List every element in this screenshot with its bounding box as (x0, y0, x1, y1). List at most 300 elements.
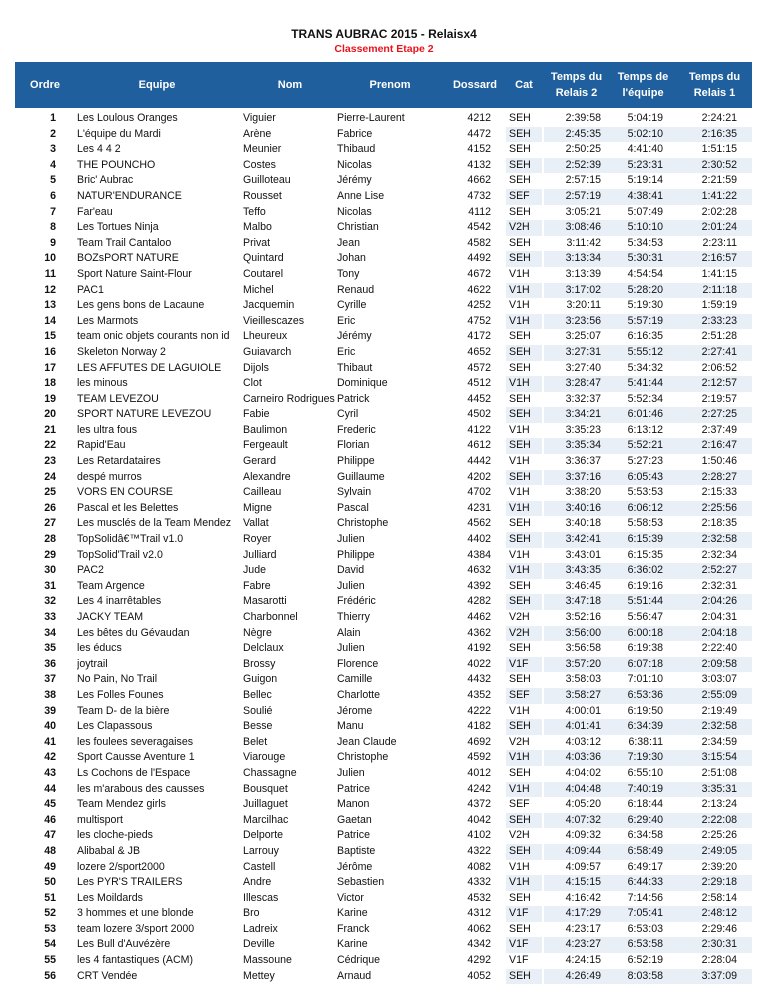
cell-dossard: 4542 (467, 221, 491, 234)
cell-temps-relais-2: 4:24:15 (565, 954, 601, 967)
cell-nom: Guilloteau (243, 174, 291, 187)
cell-dossard: 4312 (467, 907, 491, 920)
cell-temps-relais-2: 3:25:07 (565, 330, 601, 343)
table-row (15, 813, 752, 829)
cell-equipe: SPORT NATURE LEVEZOU (77, 408, 212, 421)
cell-temps-relais-2: 3:23:56 (565, 314, 601, 327)
cell-ordre: 1 (50, 112, 56, 124)
cell-cat: SEH (509, 595, 531, 608)
cell-cat: V2H (509, 735, 530, 748)
cell-temps-equipe: 5:51:44 (627, 595, 663, 608)
cell-prenom: Arnaud (337, 969, 372, 982)
cell-temps-relais-1: 2:32:31 (701, 579, 737, 592)
cell-equipe: Les musclés de la Team Mendez (77, 517, 232, 530)
cell-cat: SEH (509, 408, 531, 421)
cell-temps-relais-1: 2:32:58 (701, 720, 737, 733)
table-row (15, 516, 752, 532)
table-row (15, 485, 752, 501)
cell-cat: SEH (509, 813, 531, 826)
cell-temps-equipe: 5:04:19 (627, 112, 663, 124)
table-row (15, 142, 752, 158)
cell-temps-relais-2: 3:08:46 (565, 221, 601, 234)
cell-temps-equipe: 5:55:12 (627, 345, 663, 358)
cell-nom: Delclaux (243, 642, 284, 655)
cell-cat: SEH (509, 345, 531, 358)
cell-temps-relais-1: 3:35:31 (701, 782, 737, 795)
cell-temps-equipe: 5:27:23 (627, 455, 663, 468)
cell-temps-relais-2: 4:04:02 (565, 766, 601, 779)
cell-prenom: Patrick (337, 392, 370, 405)
cell-prenom: Gaetan (337, 813, 372, 826)
cell-prenom: Pascal (337, 501, 369, 514)
cell-temps-relais-2: 3:43:01 (565, 548, 601, 561)
cell-nom: Costes (243, 158, 276, 171)
cell-dossard: 4612 (467, 439, 491, 452)
table-row (15, 969, 752, 985)
cell-ordre: 53 (44, 922, 56, 935)
header-temps-equipe-line1: Temps de (617, 71, 669, 83)
table-header (15, 62, 752, 108)
cell-cat: V2H (509, 221, 530, 234)
cell-cat: V1H (509, 564, 530, 577)
cell-cat: SEH (509, 252, 531, 265)
cell-prenom: Sebastien (337, 876, 385, 889)
results-table-body (15, 111, 752, 984)
cell-temps-relais-1: 2:52:27 (701, 564, 737, 577)
cell-cat: V1H (509, 860, 530, 873)
cell-ordre: 46 (44, 813, 56, 826)
cell-prenom: David (337, 564, 365, 577)
cell-temps-relais-2: 3:11:42 (566, 236, 601, 249)
cell-equipe: PAC1 (77, 283, 104, 296)
cell-prenom: Alain (337, 626, 361, 639)
cell-equipe: joytrail (77, 657, 108, 670)
cell-temps-equipe: 6:06:12 (627, 501, 663, 514)
cell-temps-relais-2: 2:45:35 (565, 127, 601, 140)
cell-prenom: Frederic (337, 423, 376, 436)
cell-equipe: L'équipe du Mardi (77, 127, 161, 140)
table-row (15, 875, 752, 891)
cell-temps-relais-2: 4:09:32 (565, 829, 601, 842)
cell-ordre: 33 (44, 611, 56, 623)
cell-temps-relais-1: 2:02:28 (701, 205, 737, 218)
cell-temps-equipe: 6:01:46 (627, 408, 663, 421)
cell-cat: SEF (509, 798, 530, 811)
cell-dossard: 4352 (467, 688, 491, 701)
cell-temps-relais-2: 2:57:19 (565, 189, 601, 202)
cell-nom: Migne (243, 501, 272, 514)
cell-temps-relais-1: 2:27:25 (701, 408, 737, 421)
cell-temps-relais-1: 2:37:49 (701, 423, 737, 436)
cell-prenom: Julien (337, 533, 365, 546)
cell-dossard: 4702 (467, 486, 491, 499)
cell-temps-equipe: 5:02:10 (627, 127, 663, 140)
cell-ordre: 20 (44, 408, 56, 421)
cell-temps-relais-2: 3:40:16 (565, 501, 601, 514)
cell-nom: Coutarel (243, 267, 284, 280)
cell-dossard: 4012 (467, 766, 491, 779)
cell-temps-relais-1: 1:59:19 (701, 299, 737, 312)
cell-ordre: 50 (44, 876, 56, 889)
header-temps-relais-2-line1: Temps du (550, 71, 603, 83)
table-row (15, 345, 752, 361)
cell-nom: Fergeault (243, 439, 288, 452)
cell-temps-equipe: 6:15:39 (627, 533, 663, 546)
cell-ordre: 35 (44, 642, 56, 655)
cell-equipe: 3 hommes et une blonde (77, 907, 194, 920)
cell-equipe: LES AFFUTES DE LAGUIOLE (77, 361, 222, 374)
cell-temps-equipe: 6:53:58 (627, 938, 663, 951)
cell-nom: Michel (243, 283, 274, 296)
cell-temps-relais-1: 2:16:57 (701, 252, 737, 265)
cell-dossard: 4231 (467, 501, 491, 514)
cell-cat: V1H (509, 501, 530, 514)
cell-dossard: 4632 (467, 564, 491, 577)
cell-temps-relais-1: 3:37:09 (701, 969, 737, 982)
cell-ordre: 2 (50, 127, 56, 140)
cell-dossard: 4152 (467, 143, 491, 156)
cell-dossard: 4172 (467, 330, 491, 343)
cell-temps-equipe: 6:16:35 (627, 330, 663, 343)
cell-cat: V1H (509, 314, 530, 327)
cell-temps-equipe: 6:58:49 (627, 844, 663, 857)
cell-ordre: 47 (44, 829, 56, 842)
cell-temps-equipe: 5:28:20 (627, 283, 663, 296)
cell-temps-relais-2: 3:58:27 (565, 688, 601, 701)
table-row (15, 906, 752, 922)
cell-temps-relais-1: 1:41:22 (701, 189, 737, 202)
cell-temps-relais-1: 2:28:27 (701, 470, 737, 483)
cell-temps-equipe: 7:14:56 (627, 891, 663, 904)
cell-prenom: Karine (337, 907, 368, 920)
table-row (15, 127, 752, 143)
cell-prenom: Julien (337, 579, 365, 592)
cell-dossard: 4292 (467, 954, 491, 967)
cell-temps-relais-1: 1:51:15 (701, 143, 737, 156)
cell-dossard: 4122 (467, 423, 491, 436)
cell-temps-equipe: 6:55:10 (627, 766, 663, 779)
table-row (15, 766, 752, 782)
cell-prenom: Philippe (337, 455, 375, 468)
cell-nom: Massoune (243, 954, 292, 967)
cell-cat: SEH (509, 158, 531, 171)
cell-nom: Larrouy (243, 844, 279, 857)
cell-cat: SEH (509, 673, 531, 686)
cell-cat: V1F (509, 907, 529, 920)
cell-temps-relais-2: 2:39:58 (565, 112, 601, 124)
cell-nom: Nègre (243, 626, 272, 639)
cell-temps-equipe: 6:19:38 (627, 642, 663, 655)
cell-temps-equipe: 5:52:34 (627, 392, 663, 405)
cell-ordre: 26 (44, 501, 56, 514)
cell-dossard: 4252 (467, 299, 491, 312)
cell-temps-relais-2: 4:05:20 (565, 798, 601, 811)
cell-dossard: 4102 (467, 829, 491, 842)
cell-temps-relais-1: 2:22:08 (701, 813, 737, 826)
cell-temps-equipe: 5:19:30 (627, 299, 663, 312)
cell-cat: SEH (509, 922, 531, 935)
cell-prenom: Thibaut (337, 361, 373, 374)
cell-cat: SEH (509, 127, 531, 140)
cell-ordre: 9 (50, 236, 56, 249)
cell-ordre: 32 (44, 595, 56, 608)
cell-cat: V1H (509, 455, 530, 468)
cell-temps-relais-1: 2:24:21 (701, 112, 737, 124)
cell-nom: Quintard (243, 252, 284, 265)
cell-dossard: 4732 (467, 189, 491, 202)
cell-temps-relais-2: 4:17:29 (565, 907, 601, 920)
cell-temps-relais-2: 3:52:16 (565, 611, 601, 623)
cell-prenom: Jean (337, 236, 360, 249)
cell-equipe: team lozere 3/sport 2000 (77, 922, 195, 935)
cell-temps-relais-2: 3:27:31 (565, 345, 601, 358)
cell-temps-relais-1: 2:09:58 (701, 657, 737, 670)
table-row (15, 579, 752, 595)
cell-ordre: 7 (50, 205, 56, 218)
cell-prenom: Philippe (337, 548, 375, 561)
cell-temps-equipe: 6:05:43 (627, 470, 663, 483)
cell-nom: Rousset (243, 189, 282, 202)
cell-temps-relais-1: 2:32:34 (701, 548, 737, 561)
cell-temps-relais-2: 2:57:15 (565, 174, 601, 187)
cell-temps-relais-2: 3:05:21 (565, 205, 601, 218)
cell-temps-relais-2: 4:01:41 (565, 720, 601, 733)
cell-cat: SEH (509, 470, 531, 483)
cell-temps-equipe: 6:38:11 (628, 735, 663, 748)
table-row (15, 782, 752, 798)
cell-temps-equipe: 5:58:53 (627, 517, 663, 530)
cell-equipe: Team D- de la bière (77, 704, 170, 717)
cell-temps-equipe: 6:36:02 (627, 564, 663, 577)
cell-temps-relais-2: 4:23:17 (565, 922, 601, 935)
cell-dossard: 4432 (467, 673, 491, 686)
cell-dossard: 4322 (467, 844, 491, 857)
table-row (15, 298, 752, 314)
cell-equipe: Les Retardataires (77, 455, 161, 468)
cell-prenom: Victor (337, 891, 364, 904)
table-row (15, 891, 752, 907)
cell-nom: Gerard (243, 455, 276, 468)
cell-temps-equipe: 5:53:53 (627, 486, 663, 499)
cell-ordre: 27 (44, 517, 56, 530)
cell-temps-equipe: 6:13:12 (627, 423, 663, 436)
table-row (15, 704, 752, 720)
table-row (15, 376, 752, 392)
cell-cat: SEH (509, 392, 531, 405)
cell-temps-relais-1: 2:16:47 (701, 439, 737, 452)
cell-temps-equipe: 6:18:44 (627, 798, 663, 811)
cell-dossard: 4672 (467, 267, 491, 280)
table-row (15, 470, 752, 486)
cell-temps-equipe: 7:01:10 (627, 673, 663, 686)
cell-ordre: 21 (44, 423, 56, 436)
cell-prenom: Cyrille (337, 299, 367, 312)
cell-nom: Masarotti (243, 595, 287, 608)
cell-temps-relais-1: 2:28:04 (701, 954, 737, 967)
cell-nom: Andre (243, 876, 272, 889)
cell-prenom: Julien (337, 766, 365, 779)
cell-equipe: lozere 2/sport2000 (77, 860, 165, 873)
cell-equipe: TopSolid'Trail v2.0 (77, 548, 163, 561)
cell-cat: SEH (509, 766, 531, 779)
cell-temps-relais-1: 2:48:12 (701, 907, 737, 920)
cell-dossard: 4112 (468, 205, 491, 218)
cell-prenom: Florence (337, 657, 379, 670)
cell-dossard: 4532 (467, 891, 491, 904)
cell-cat: SEH (509, 205, 531, 218)
page-subtitle: Classement Etape 2 (334, 43, 434, 55)
cell-prenom: Renaud (337, 283, 375, 296)
cell-nom: Castell (243, 860, 276, 873)
cell-cat: V1H (509, 486, 530, 499)
cell-temps-equipe: 5:52:21 (627, 439, 663, 452)
cell-ordre: 11 (44, 267, 56, 280)
cell-prenom: Fabrice (337, 127, 373, 140)
cell-temps-relais-2: 3:42:41 (565, 533, 601, 546)
cell-cat: SEH (509, 891, 531, 904)
cell-prenom: Jérémy (337, 174, 372, 187)
cell-dossard: 4492 (467, 252, 491, 265)
cell-prenom: Christophe (337, 751, 389, 764)
cell-equipe: Les Tortues Ninja (77, 221, 159, 234)
cell-cat: V1H (509, 548, 530, 561)
cell-temps-equipe: 5:57:19 (627, 314, 663, 327)
header-temps-relais-2-line2: Relais 2 (555, 87, 598, 99)
cell-temps-relais-1: 2:33:23 (701, 314, 737, 327)
cell-temps-relais-2: 3:58:03 (565, 673, 601, 686)
cell-nom: Jacquemin (243, 299, 295, 312)
cell-temps-relais-1: 2:23:11 (702, 236, 737, 249)
cell-dossard: 4042 (467, 813, 491, 826)
cell-equipe: Sport Nature Saint-Flour (77, 267, 192, 280)
cell-cat: SEH (509, 330, 531, 343)
cell-equipe: les ultra fous (77, 423, 138, 436)
cell-ordre: 52 (44, 907, 56, 920)
cell-nom: Bousquet (243, 782, 288, 795)
cell-ordre: 6 (50, 189, 56, 202)
cell-nom: Meunier (243, 143, 282, 156)
cell-temps-equipe: 6:52:19 (627, 954, 663, 967)
cell-equipe: THE POUNCHO (77, 158, 156, 171)
cell-nom: Brossy (243, 657, 276, 670)
header-temps-equipe (609, 62, 677, 108)
cell-temps-relais-1: 2:01:24 (701, 221, 737, 234)
cell-dossard: 4212 (467, 112, 491, 124)
cell-prenom: Patrice (337, 782, 370, 795)
cell-dossard: 4502 (467, 408, 491, 421)
table-row (15, 407, 752, 423)
cell-nom: Viarouge (243, 751, 286, 764)
cell-dossard: 4402 (467, 533, 491, 546)
cell-temps-relais-1: 2:25:26 (701, 829, 737, 842)
cell-cat: V2H (509, 611, 530, 623)
cell-dossard: 4022 (467, 657, 491, 670)
cell-dossard: 4202 (467, 470, 491, 483)
cell-temps-relais-2: 4:23:27 (565, 938, 601, 951)
cell-temps-relais-1: 3:03:07 (701, 673, 737, 686)
cell-cat: SEH (509, 439, 531, 452)
cell-cat: SEF (509, 688, 530, 701)
cell-temps-relais-2: 4:00:01 (565, 704, 601, 717)
cell-temps-relais-1: 2:25:56 (701, 501, 737, 514)
cell-cat: V1H (509, 423, 530, 436)
cell-nom: Besse (243, 720, 273, 733)
cell-cat: V1H (509, 782, 530, 795)
cell-ordre: 55 (44, 954, 56, 967)
cell-prenom: Cédrique (337, 954, 380, 967)
table-row (15, 501, 752, 517)
table-row (15, 329, 752, 345)
table-row (15, 251, 752, 267)
cell-temps-relais-2: 3:13:39 (565, 267, 601, 280)
cell-cat: V1H (509, 299, 530, 312)
cell-prenom: Christophe (337, 517, 389, 530)
cell-temps-equipe: 5:19:14 (627, 174, 663, 187)
table-row (15, 719, 752, 735)
cell-temps-equipe: 6:07:18 (627, 657, 663, 670)
cell-ordre: 29 (44, 548, 56, 561)
cell-temps-relais-1: 2:27:41 (701, 345, 737, 358)
table-row (15, 314, 752, 330)
cell-dossard: 4282 (467, 595, 491, 608)
cell-temps-equipe: 5:10:10 (627, 221, 663, 234)
cell-temps-relais-2: 4:04:48 (565, 782, 601, 795)
cell-ordre: 5 (50, 174, 56, 187)
cell-nom: Guiavarch (243, 345, 292, 358)
cell-temps-relais-1: 1:50:46 (701, 455, 737, 468)
cell-temps-relais-2: 3:38:20 (565, 486, 601, 499)
cell-dossard: 4562 (467, 517, 491, 530)
cell-dossard: 4582 (467, 236, 491, 249)
cell-prenom: Frédéric (337, 595, 376, 608)
table-row (15, 361, 752, 377)
cell-cat: V1F (509, 938, 529, 951)
cell-temps-equipe: 5:56:47 (627, 611, 663, 623)
cell-ordre: 24 (44, 470, 56, 483)
cell-equipe: Les bêtes du Gévaudan (77, 626, 190, 639)
cell-cat: SEH (509, 361, 531, 374)
cell-dossard: 4342 (467, 938, 491, 951)
cell-temps-relais-1: 2:13:24 (701, 798, 737, 811)
cell-equipe: Ls Cochons de l'Espace (77, 766, 191, 779)
cell-nom: Jude (243, 564, 266, 577)
cell-temps-relais-1: 2:06:52 (701, 361, 737, 374)
table-row (15, 423, 752, 439)
cell-equipe: Les 4 inarrêtables (77, 595, 162, 608)
cell-temps-relais-1: 2:11:18 (702, 283, 737, 296)
cell-prenom: Sylvain (337, 486, 372, 499)
cell-temps-relais-1: 2:58:14 (701, 891, 737, 904)
table-row (15, 438, 752, 454)
cell-temps-equipe: 6:53:36 (627, 688, 663, 701)
cell-dossard: 4462 (467, 611, 491, 623)
cell-ordre: 34 (44, 626, 56, 639)
cell-equipe: Far'eau (77, 205, 113, 218)
table-row (15, 236, 752, 252)
cell-temps-equipe: 5:30:31 (627, 252, 663, 265)
table-row (15, 657, 752, 673)
cell-prenom: Tony (337, 267, 360, 280)
cell-equipe: Les Loulous Oranges (77, 112, 178, 124)
cell-ordre: 4 (50, 158, 56, 171)
cell-equipe: despé murros (77, 470, 142, 483)
cell-dossard: 4222 (467, 704, 491, 717)
cell-nom: Cailleau (243, 486, 282, 499)
table-row (15, 220, 752, 236)
cell-temps-relais-2: 3:37:16 (565, 470, 601, 483)
cell-temps-relais-2: 4:26:49 (565, 969, 601, 982)
cell-equipe: Les Marmots (77, 314, 139, 327)
